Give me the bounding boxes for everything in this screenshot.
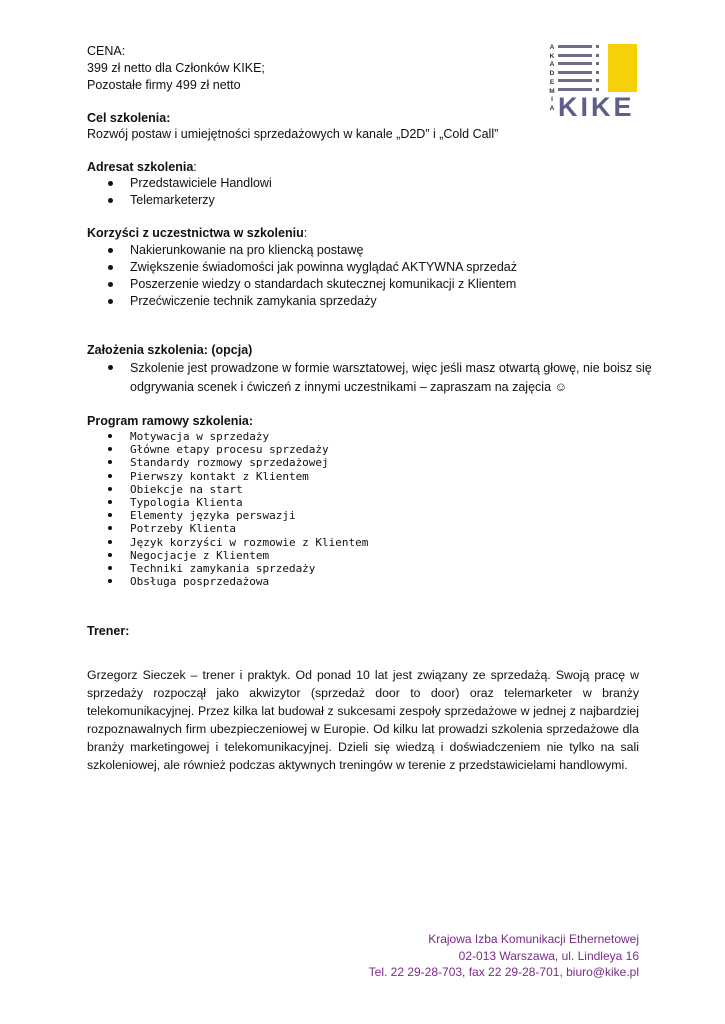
logo-letter: I	[551, 96, 553, 104]
list-item: Pierwszy kontakt z Klientem	[87, 470, 368, 483]
price-members: 399 zł netto dla Członków KIKE;	[87, 61, 265, 75]
list-item: Nakierunkowanie na pro kliencką postawę	[87, 242, 517, 259]
assumptions-heading: Założenia szkolenia: (opcja)	[87, 343, 253, 357]
footer-contact: Tel. 22 29-28-703, fax 22 29-28-701, biuro@kike.pl	[368, 965, 639, 979]
list-item: Obiekcje na start	[87, 483, 368, 496]
logo-yellow-block	[608, 44, 637, 92]
logo-letter: A	[549, 104, 555, 112]
logo-letter: K	[549, 52, 555, 60]
benefits-colon: :	[303, 226, 308, 240]
list-item	[87, 359, 652, 397]
trainer-heading: Trener:	[87, 624, 130, 638]
program-list	[87, 430, 368, 588]
logo-bars	[558, 45, 592, 97]
logo-letter: E	[549, 78, 555, 86]
list-item: Standardy rozmowy sprzedażowej	[87, 456, 368, 469]
assumptions-line-2: odgrywania scenek i ćwiczeń z innymi uczestnikami – zapraszam na zajęcia ☺	[130, 380, 568, 394]
list-item: Telemarketerzy	[87, 192, 272, 209]
program-heading: Program ramowy szkolenia:	[87, 414, 254, 428]
list-item: Obsługa posprzedażowa	[87, 575, 368, 588]
benefits-heading-line	[87, 225, 307, 241]
list-item: Typologia Klienta	[87, 496, 368, 509]
audience-colon: :	[193, 160, 197, 174]
assumptions-line-1: Szkolenie jest prowadzone w formie warsztatowej, więc jeśli masz otwartą głowę, nie boisz się	[130, 361, 652, 375]
list-item: Język korzyści w rozmowie z Klientem	[87, 536, 368, 549]
footer-organization: Krajowa Izba Komunikacji Ethernetowej	[428, 932, 639, 946]
footer	[369, 931, 639, 981]
price-heading: CENA:	[87, 44, 126, 58]
audience-list	[87, 175, 272, 209]
trainer-bio: Grzegorz Sieczek – trener i praktyk. Od ponad 10 lat jest związany ze sprzedażą. Swoją pracę w sprzedaży rozpoczął jako akwizytor (sprzedaż door to door) oraz telemarketer w branży telekomunikacyjnej. Przez kilka lat budował z sukcesami zespoły sprzedażowe w jednej z najbardziej rozpoznawalnych firm ubezpieczeniowej w Europie. Od kilku lat prowadzi szkolenia sprzedażowe dla branży marketingowej i telekomunikacyjnej. Dzieli się wiedzą i doświadczeniem nie tylko na sali szkoleniowej, ale również podczas aktywnych treningów w terenie z przedstawicielami handlowymi.	[87, 668, 639, 772]
list-item: Techniki zamykania sprzedaży	[87, 562, 368, 575]
list-item: Zwiększenie świadomości jak powinna wyglądać AKTYWNA sprzedaż	[87, 259, 517, 276]
logo-dots	[596, 45, 599, 97]
logo-vertical-letters	[548, 44, 556, 114]
kike-logo	[548, 44, 640, 122]
assumptions-list	[87, 359, 652, 397]
list-item: Przedstawiciele Handlowi	[87, 175, 272, 192]
logo-letter: A	[549, 61, 555, 69]
list-item: Poszerzenie wiedzy o standardach skutecznej komunikacji z Klientem	[87, 276, 517, 293]
audience-heading: Adresat szkolenia	[87, 160, 194, 174]
list-item: Główne etapy procesu sprzedaży	[87, 443, 368, 456]
benefits-list	[87, 242, 517, 310]
logo-letter: A	[549, 44, 555, 51]
benefits-heading: Korzyści z uczestnictwa w szkoleniu	[87, 226, 304, 240]
list-item: Elementy języka perswazji	[87, 509, 368, 522]
list-item: Negocjacje z Klientem	[87, 549, 368, 562]
list-item: Potrzeby Klienta	[87, 522, 368, 535]
footer-address: 02-013 Warszawa, ul. Lindleya 16	[458, 948, 639, 963]
price-others: Pozostałe firmy 499 zł netto	[87, 78, 241, 92]
list-item: Motywacja w sprzedaży	[87, 430, 368, 443]
goal-text: Rozwój postaw i umiejętności sprzedażowych w kanale „D2D” i „Cold Call”	[87, 127, 499, 141]
logo-wordmark: KIKE	[558, 92, 635, 122]
logo-letter: M	[549, 87, 555, 95]
audience-heading-line	[87, 159, 197, 175]
list-item: Przećwiczenie technik zamykania sprzedaży	[87, 293, 517, 310]
goal-heading: Cel szkolenia:	[87, 111, 171, 125]
logo-letter: D	[549, 70, 555, 78]
